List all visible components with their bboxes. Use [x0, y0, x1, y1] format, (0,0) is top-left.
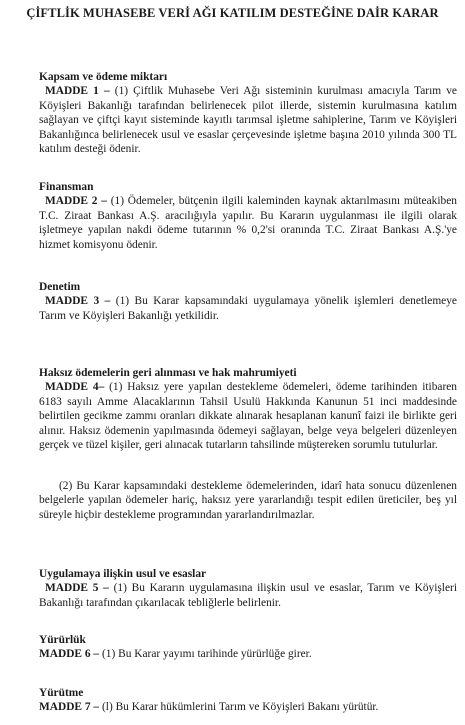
article-number: MADDE 2 – [45, 195, 107, 208]
article-text: (l) Bu Karar hükümlerini Tarım ve Köyişleri Bakanı yürütür. [101, 701, 379, 714]
section-finance [39, 180, 457, 252]
section-heading: Finansman [39, 181, 94, 193]
section-heading: Denetim [39, 281, 81, 293]
section-heading: Yürürlük [39, 634, 86, 646]
article-number: MADDE 3 – [45, 295, 111, 308]
section-recovery [39, 366, 457, 452]
article-1 [39, 84, 457, 156]
section-heading: Kapsam ve ödeme miktarı [39, 71, 168, 83]
section-procedure [39, 567, 457, 610]
article-7 [39, 700, 457, 714]
section-audit [39, 280, 457, 323]
article-text: (1) Çiftlik Muhasebe Veri Ağı sisteminin kurulması amacıyla Tarım ve Köyişleri Bakanlığı tarafından belirlenecek pilot illerde, sistemin kurulmasına katılım sağlayan ve çiftçi kayıt sisteminde kayıtlı tarımsal işletme sahiplerine, Tarım ve Köyişleri Bakanlığınca belirlenecek usul ve esaslar çerçevesinde işletme başına 2010 yılında 300 TL katılım desteği ödenir. [39, 85, 457, 156]
article-number: MADDE 1 – [45, 85, 110, 98]
article-2 [39, 194, 457, 252]
article-number: MADDE 4– [45, 381, 105, 394]
article-3 [39, 294, 457, 323]
section-execution [39, 686, 457, 715]
article-text: (1) Bu Kararın uygulamasına ilişkin usul ve esaslar, Tarım ve Köyişleri Bakanlığı tarafından çıkarılacak tebliğlerle belirlenir. [39, 582, 457, 609]
section-scope [39, 70, 457, 156]
document-title: ÇİFTLİK MUHASEBE VERİ AĞI KATILIM DESTEĞİNE DAİR KARAR [26, 6, 439, 20]
section-heading: Uygulamaya ilişkin usul ve esaslar [39, 568, 207, 580]
article-4-paragraph-2: (2) Bu Karar kapsamındaki destekleme ödemelerinden, idarî hata sonucu düzenlenen belgelerle yapılan ödemeler hariç, haksız yere yararlandığı tespit edilen üreticiler, beş yıl süreyle hiçbir destekleme programından yararlandırılmazlar. [39, 480, 457, 521]
section-heading: Yürütme [39, 687, 84, 699]
article-4-paragraph-1 [39, 380, 457, 452]
section-effect [39, 633, 457, 662]
article-number: MADDE 6 – [39, 648, 100, 661]
article-text: (1) Bu Karar yayımı tarihinde yürürlüğe girer. [101, 648, 312, 661]
section-recovery-2 [39, 479, 457, 522]
article-number: MADDE 7 – [39, 701, 100, 714]
section-heading: Haksız ödemelerin geri alınması ve hak mahrumiyeti [39, 367, 297, 379]
article-text: (1) Ödemeler, bütçenin ilgili kaleminden kaynak aktarılmasını müteakiben T.C. Ziraat Bankası A.Ş. aracılığıyla yapılır. Bu Kararın uygulanması ile ilgili olarak işletmeye yapılan nakdi ödeme tutarının % 0,2'si oranında T.C. Ziraat Bankası A.Ş.'ye hizmet komisyonu ödenir. [39, 195, 457, 251]
article-text: (1) Bu Karar kapsamındaki uygulamaya yönelik işlemleri denetlemeye Tarım ve Köyişleri Bakanlığı yetkilidir. [39, 295, 457, 322]
article-6 [39, 647, 457, 661]
article-5 [39, 581, 457, 610]
article-text: (1) Haksız yere yapılan destekleme ödemeleri, ödeme tarihinden itibaren 6183 sayılı Amme Alacaklarının Tahsil Usulü Hakkında Kanunun 51 inci maddesinde belirtilen gecikme zammı oranları dikkate alınarak hesaplanan kanunî faizi ile birlikte geri alınır. Haksız ödemenin yapılmasında ödemeyi sağlayan, belge veya belgeleri düzenleyen gerçek ve tüzel kişiler, geri alınacak tutarların tahsilinde müştereken sorumlu tutulurlar. [39, 381, 457, 452]
article-number: MADDE 5 – [45, 582, 109, 595]
